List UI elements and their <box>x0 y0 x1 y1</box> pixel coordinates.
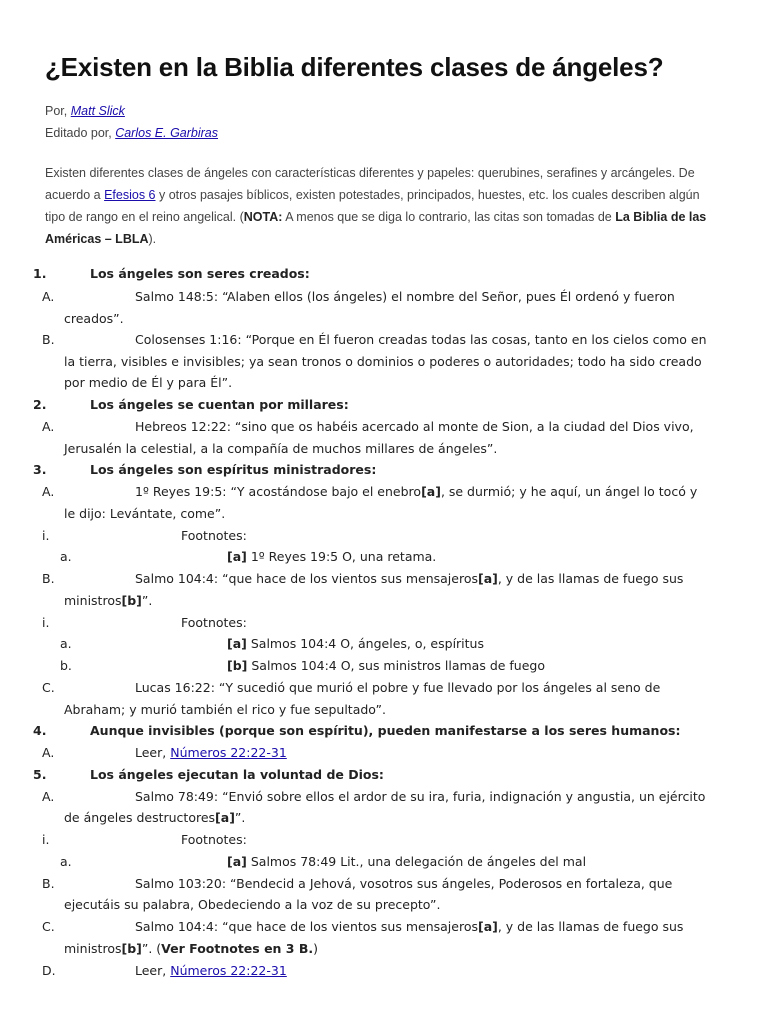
section-heading: Los ángeles son seres creados: <box>90 266 310 281</box>
footnote-ref[interactable]: [b] <box>121 593 142 608</box>
footnote-ref[interactable]: [b] <box>121 941 142 956</box>
verse-text: Hebreos 12:22: “sino que os habéis acercado al monte de Sion, a la ciudad del Dios vivo, <box>135 419 694 434</box>
footnote-ref[interactable]: [a] <box>227 854 247 869</box>
list-number: 2. <box>33 397 47 412</box>
editor-line <box>45 126 218 140</box>
verse-text <box>135 744 287 762</box>
footnote-ref[interactable]: [a] <box>215 810 235 825</box>
verse-text-part: ) <box>313 941 319 956</box>
item-marker: D. <box>42 963 56 978</box>
section-heading: Los ángeles ejecutan la voluntad de Dios: <box>90 767 384 782</box>
intro-text: A menos que se diga lo contrario, las citas son tomadas de <box>282 210 616 224</box>
footnote-marker: a. <box>60 549 72 564</box>
verse-text-part: , se durmió; y he aquí, un ángel lo tocó y <box>440 484 698 499</box>
footnote-ref[interactable]: [a] <box>227 636 247 651</box>
footnote-marker: a. <box>60 854 72 869</box>
item-marker: B. <box>42 571 55 586</box>
item-marker: A. <box>42 419 55 434</box>
list-number: 3. <box>33 462 47 477</box>
intro-text: ). <box>148 232 157 246</box>
verse-text <box>64 592 152 610</box>
verse-text <box>135 570 683 588</box>
footnote-text <box>227 635 484 653</box>
footnotes-marker: i. <box>42 528 50 543</box>
numeros-link[interactable]: Números 22:22-31 <box>170 745 287 760</box>
footnote-text <box>227 548 436 566</box>
verse-text-part: Leer, <box>135 963 171 978</box>
footnote-text-part: Salmos 78:49 Lit., una delegación de ángeles del mal <box>246 854 587 869</box>
intro-text: y otros pasajes bíblicos, existen potestades, principados, huestes, etc. los cuales describen algún <box>155 188 700 202</box>
footnotes-marker: i. <box>42 832 50 847</box>
verse-text: Jerusalén la celestial, a la compañía de muchos millares de ángeles”. <box>64 441 498 456</box>
section-heading: Aunque invisibles (porque son espíritu), pueden manifestarse a los seres humanos: <box>90 723 681 738</box>
footnote-text <box>227 853 586 871</box>
item-marker: A. <box>42 789 55 804</box>
footnote-ref[interactable]: [a] <box>477 919 498 934</box>
efesios-link[interactable]: Efesios 6 <box>104 188 156 202</box>
item-marker: C. <box>42 680 55 695</box>
footnotes-marker: i. <box>42 615 50 630</box>
verse-text: ejecutáis su palabra, Obedeciendo a la voz de su precepto”. <box>64 897 441 912</box>
verse-text-part: de ángeles destructores <box>64 810 216 825</box>
footnote-marker: b. <box>60 658 72 673</box>
intro-text: acuerdo a <box>45 188 105 202</box>
footnotes-label: Footnotes: <box>181 615 247 630</box>
verse-text-part: ”. <box>234 810 246 825</box>
verse-text <box>64 809 245 827</box>
footnote-ref[interactable]: [b] <box>227 658 248 673</box>
footnotes-label: Footnotes: <box>181 832 247 847</box>
verse-text: Abraham; y murió también el rico y fue sepultado”. <box>64 702 386 717</box>
verse-text-part: ”. <box>141 593 153 608</box>
footnote-marker: a. <box>60 636 72 651</box>
footnote-text-part: Salmos 104:4 O, ángeles, o, espíritus <box>246 636 484 651</box>
verse-text <box>135 962 287 980</box>
verse-text-part: Leer, <box>135 745 171 760</box>
intro-text: Existen diferentes clases de ángeles con características diferentes y papeles: querubines, serafines y arcángeles. De <box>45 166 695 180</box>
byline <box>45 104 125 118</box>
bible-name: La Biblia de las <box>615 210 707 224</box>
item-marker: B. <box>42 332 55 347</box>
section-heading: Los ángeles se cuentan por millares: <box>90 397 349 412</box>
footnote-text-part: 1º Reyes 19:5 O, una retama. <box>246 549 437 564</box>
list-number: 4. <box>33 723 47 738</box>
intro-paragraph <box>45 162 725 250</box>
verse-text <box>135 918 683 936</box>
footnotes-label: Footnotes: <box>181 528 247 543</box>
verse-text-part: ministros <box>64 941 122 956</box>
verse-text: Colosenses 1:16: “Porque en Él fueron creadas todas las cosas, tanto en los cielos como en <box>135 332 707 347</box>
verse-text: Salmo 148:5: “Alaben ellos (los ángeles) el nombre del Señor, pues Él ordenó y fueron <box>135 289 675 304</box>
author-link[interactable]: Matt Slick <box>70 104 125 118</box>
page-title: ¿Existen en la Biblia diferentes clases de ángeles? <box>45 52 664 82</box>
item-marker: A. <box>42 289 55 304</box>
item-marker: C. <box>42 919 55 934</box>
section-heading: Los ángeles son espíritus ministradores: <box>90 462 377 477</box>
verse-text: Salmo 103:20: “Bendecid a Jehová, vosotros sus ángeles, Poderosos en fortaleza, que <box>135 876 673 891</box>
verse-text-part: Salmo 104:4: “que hace de los vientos sus mensajeros <box>135 919 478 934</box>
verse-text-part: 1º Reyes 19:5: “Y acostándose bajo el enebro <box>135 484 422 499</box>
verse-text-part: Salmo 104:4: “que hace de los vientos sus mensajeros <box>135 571 478 586</box>
item-marker: A. <box>42 745 55 760</box>
editor-link[interactable]: Carlos E. Garbiras <box>115 126 219 140</box>
numeros-link[interactable]: Números 22:22-31 <box>170 963 287 978</box>
verse-text: creados”. <box>64 311 124 326</box>
verse-text: Salmo 78:49: “Envió sobre ellos el ardor de su ira, furia, indignación y angustia, un ejército <box>135 789 706 804</box>
footnote-ref[interactable]: [a] <box>421 484 441 499</box>
bible-name: Américas – LBLA <box>45 232 149 246</box>
verse-text: por medio de Él y para Él”. <box>64 375 233 390</box>
verse-text <box>64 940 318 958</box>
verse-text-part: ministros <box>64 593 122 608</box>
verse-text <box>135 483 697 501</box>
verse-text-part: ”. ( <box>141 941 162 956</box>
verse-text-part: , y de las llamas de fuego sus <box>497 919 684 934</box>
footnote-ref[interactable]: [a] <box>477 571 498 586</box>
byline-label: Por, <box>45 104 68 118</box>
cross-reference: Ver Footnotes en 3 B. <box>161 941 314 956</box>
nota-label: NOTA: <box>243 210 283 224</box>
verse-text: la tierra, visibles e invisibles; ya sean tronos o dominios o poderes o autoridades; todo ha sido creado <box>64 354 702 369</box>
intro-text: tipo de rango en el reino angelical. ( <box>45 210 244 224</box>
list-number: 1. <box>33 266 47 281</box>
item-marker: A. <box>42 484 55 499</box>
list-number: 5. <box>33 767 47 782</box>
verse-text: le dijo: Levántate, come”. <box>64 506 226 521</box>
footnote-ref[interactable]: [a] <box>227 549 247 564</box>
footnote-text <box>227 657 545 675</box>
footnote-text-part: Salmos 104:4 O, sus ministros llamas de fuego <box>247 658 546 673</box>
editor-label: Editado por, <box>45 126 112 140</box>
verse-text-part: , y de las llamas de fuego sus <box>497 571 684 586</box>
item-marker: B. <box>42 876 55 891</box>
verse-text: Lucas 16:22: “Y sucedió que murió el pobre y fue llevado por los ángeles al seno de <box>135 680 661 695</box>
